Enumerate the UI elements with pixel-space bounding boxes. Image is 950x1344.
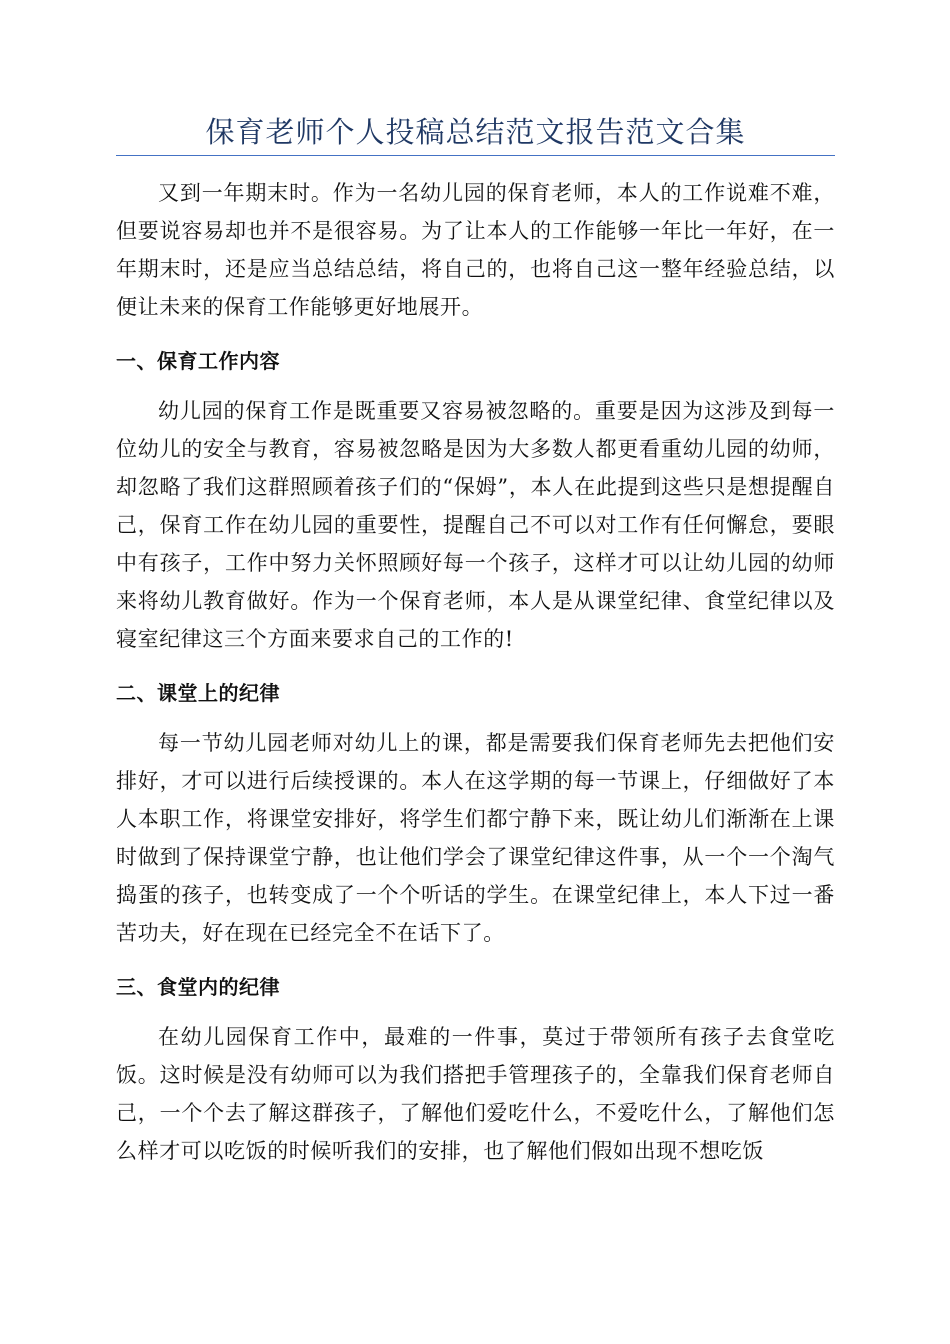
document-title: 保育老师个人投稿总结范文报告范文合集 bbox=[205, 115, 746, 149]
section-heading-1: 一、保育工作内容 bbox=[116, 349, 280, 373]
intro-paragraph: 又到一年期末时。作为一名幼儿园的保育老师，本人的工作说难不难，但要说容易却也并不是很容易。为了让本人的工作能够一年比一年好，在一年期末时，还是应当总结总结，将自己的，也将自己这一整年经验总结，以便让未来的保育工作能够更好地展开。 bbox=[116, 181, 835, 319]
section-heading-2: 二、课堂上的纪律 bbox=[116, 681, 280, 705]
section-paragraph-1: 幼儿园的保育工作是既重要又容易被忽略的。重要是因为这涉及到每一位幼儿的安全与教育，容易被忽略是因为大多数人都更看重幼儿园的幼师，却忽略了我们这群照顾着孩子们的“保姆”，本人在此提到这些只是想提醒自己，保育工作在幼儿园的重要性，提醒自己不可以对工作有任何懈怠，要眼中有孩子，工作中努力关怀照顾好每一个孩子，这样才可以让幼儿园的幼师来将幼儿教育做好。作为一个保育老师，本人是从课堂纪律、食堂纪律以及寝室纪律这三个方面来要求自己的工作的! bbox=[116, 399, 835, 651]
section-paragraph-2: 每一节幼儿园老师对幼儿上的课，都是需要我们保育老师先去把他们安排好，才可以进行后续授课的。本人在这学期的每一节课上，仔细做好了本人本职工作，将课堂安排好，将学生们都宁静下来，既让幼儿们渐渐在上课时做到了保持课堂宁静，也让他们学会了课堂纪律这件事，从一个一个淘气捣蛋的孩子，也转变成了一个个听话的学生。在课堂纪律上，本人下过一番苦功夫，好在现在已经完全不在话下了。 bbox=[116, 731, 835, 945]
section-paragraph-3: 在幼儿园保育工作中，最难的一件事，莫过于带领所有孩子去食堂吃饭。这时候是没有幼师可以为我们搭把手管理孩子的，全靠我们保育老师自己，一个个去了解这群孩子，了解他们爱吃什么，不爱吃什么，了解他们怎么样才可以吃饭的时候听我们的安排，也了解他们假如出现不想吃饭 bbox=[116, 1025, 835, 1163]
title-underline bbox=[116, 155, 835, 156]
section-heading-3: 三、食堂内的纪律 bbox=[116, 975, 280, 999]
document-body bbox=[116, 174, 835, 1170]
